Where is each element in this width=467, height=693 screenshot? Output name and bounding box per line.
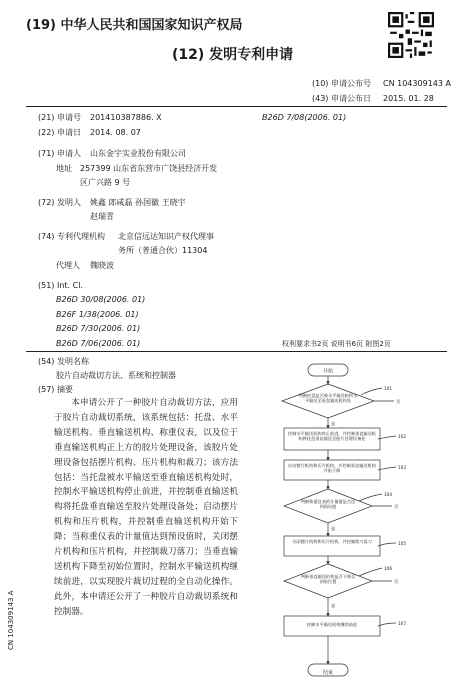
side-pub-no: CN 104309143 A <box>7 590 15 650</box>
ipc-item: B26D 7/06(2006. 01) <box>56 339 141 348</box>
ipc-item: B26F 1/38(2006. 01) <box>56 310 139 319</box>
flow-num-104: 104 <box>384 492 392 497</box>
pub-no-label: (10) 申请公布号 <box>312 79 371 88</box>
abstract-label: (57) 摘要 <box>38 385 73 394</box>
app-no-label: (21) 申请号 <box>38 113 81 122</box>
app-no: 201410387886. X <box>90 113 162 122</box>
flow-text-104: 判断称重仪表的计量值是否达到预设值 <box>300 499 356 510</box>
ipc-item: B26D 7/30(2006. 01) <box>56 324 141 333</box>
abstract-body <box>54 396 238 620</box>
pub-no: CN 104309143 A <box>383 79 451 88</box>
address-label: 地址 <box>56 164 72 173</box>
flow-num-102: 102 <box>398 434 406 439</box>
title-label: (54) 发明名称 <box>38 357 89 366</box>
address-line-1: 257399 山东省东营市广饶县经济开发 <box>80 164 218 173</box>
flow-num-107: 107 <box>398 621 406 626</box>
flow-yes-label: 是 <box>331 526 336 531</box>
ipc-main: B26D 7/08(2006. 01) <box>262 113 347 122</box>
agency-label: (74) 专利代理机构 <box>38 232 105 241</box>
agency-line-1: 北京信远达知识产权代理事 <box>118 232 214 241</box>
flow-end-text: 结束 <box>322 670 334 676</box>
app-date: 2014. 08. 07 <box>90 128 141 137</box>
flow-no-label: 否 <box>396 399 401 404</box>
app-date-label: (22) 申请日 <box>38 128 81 137</box>
flow-text-106: 判断垂直输送机构是否下降至初始位置 <box>300 574 356 585</box>
office-name: (19) 中华人民共和国国家知识产权局 <box>26 18 243 33</box>
flow-num-103: 103 <box>398 465 406 470</box>
agent: 魏晓波 <box>90 261 114 270</box>
flow-text-103: 启动摆片机构和压片机构，并控制垂直输送机构开始下降 <box>288 463 376 474</box>
flow-text-107: 控制水平输送机构继续前进 <box>306 622 358 627</box>
flow-num-105: 105 <box>398 541 406 546</box>
document-type: (12) 发明专利申请 <box>172 47 294 63</box>
inventor-label: (72) 发明人 <box>38 198 81 207</box>
agent-label: 代理人 <box>56 261 80 270</box>
pages-summary: 权利要求书2页 说明书6页 附图2页 <box>282 340 391 348</box>
flow-yes-label: 是 <box>331 421 336 426</box>
agency-line-2: 务所（普通合伙）11304 <box>118 246 208 255</box>
abstract-paragraph: 本申请公开了一种胶片自动裁切方法，应用于胶片自动裁切系统，该系统包括：托盘、水平输送机构、垂直输送机构、称重仪表，以及位于垂直输送机构正上方的胶片处理设备，该胶片处理设备包括摆片机构、压片机构和裁刀；该方法包括：当托盘被水平输送至垂直输送机构处时，控制水平输送机构停止前进，并控制垂直输送机构将托盘垂直输送至胶片处理设备处；启动摆片机构和压片机构，并控制垂直输送机构开始下降；当称重仪表的计量值达到预设值时，关闭摆片机构和压片机构，并控制裁刀落刀；当垂直输送机构下降至初始位置时，控制水平输送机构继续前进，以实现胶片裁切过程的全自动化操作。此外，本申请还公开了一种胶片自动裁切系统和控制器。 <box>54 398 238 617</box>
int-cl-label: (51) Int. Cl. <box>38 281 83 290</box>
inventor-line-1: 姚鑫 郎咸磊 孙国徽 王晓宇 <box>90 198 186 207</box>
applicant: 山东金宇实业股份有限公司 <box>90 149 186 158</box>
flow-no-label: 否 <box>394 579 399 584</box>
applicant-label: (71) 申请人 <box>38 149 81 158</box>
flow-text-101: 判断托盘是否被水平输送机构水平输送至垂直输送机构处 <box>298 393 358 404</box>
header-divider <box>26 106 447 107</box>
biblio-divider <box>26 351 447 352</box>
invention-title: 胶片自动裁切方法、系统和控制器 <box>56 371 176 380</box>
ipc-item: B26D 30/08(2006. 01) <box>56 295 146 304</box>
inventor-line-2: 赵瑞青 <box>90 212 114 221</box>
flowchart <box>278 362 428 684</box>
pub-date-label: (43) 申请公布日 <box>312 94 371 103</box>
flow-num-101: 101 <box>384 386 392 391</box>
flow-num-106: 106 <box>384 566 392 571</box>
qr-code-icon <box>388 12 434 58</box>
flow-no-label: 否 <box>394 504 399 509</box>
flow-yes-label: 是 <box>331 603 336 608</box>
flow-start-text: 开始 <box>322 368 334 375</box>
pub-date: 2015. 01. 28 <box>383 94 434 103</box>
flow-text-105: 关闭摆片机构和压片机构，并控制裁刀落刀 <box>292 539 372 544</box>
flow-text-102: 控制水平输送机构停止前进，并控制垂直输送机构将托盘垂直输送至胶片处理设备处 <box>288 431 376 442</box>
address-line-2: 区广兴路 9 号 <box>80 178 131 187</box>
